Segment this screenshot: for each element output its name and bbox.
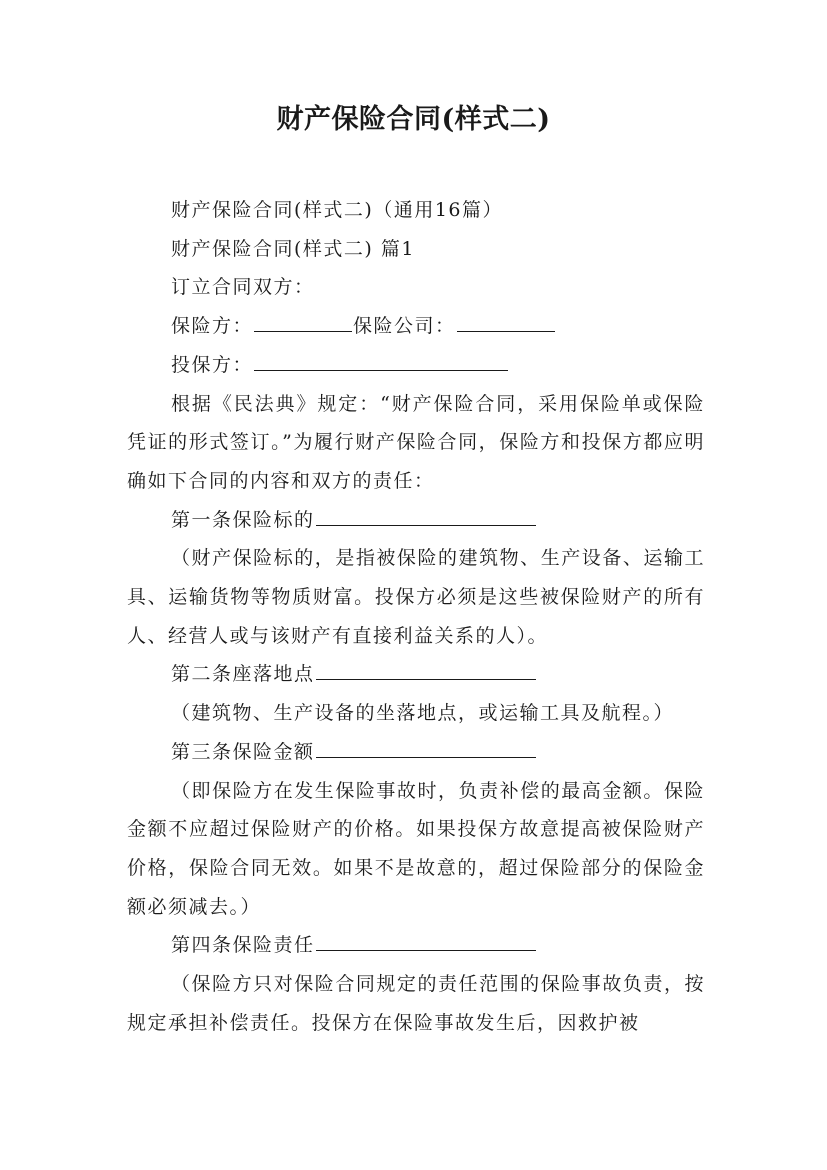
article-blank — [316, 507, 536, 526]
parties-intro: 订立合同双方： — [171, 276, 315, 299]
document-body — [127, 191, 705, 1042]
article-note: （建筑物、生产设备的坐落地点，或运输工具及航程。） — [171, 702, 675, 725]
document-subtitle: 财产保险合同(样式二)（通用16篇） — [171, 199, 504, 221]
insurer-company-label: 保险公司： — [353, 315, 456, 338]
article-heading: 第四条保险责任 — [127, 926, 705, 965]
article-blank — [316, 661, 536, 680]
insurer-blank — [254, 313, 352, 332]
article-note: （保险方只对保险合同规定的责任范围的保险事故负责，按规定承担补偿责任。投保方在保险事故发生后，因救护被 — [127, 973, 705, 1034]
insurer-label: 保险方： — [171, 315, 254, 338]
article-heading: 第二条座落地点 — [127, 655, 705, 694]
policyholder-blank — [254, 352, 508, 371]
document-title: 财产保险合同(样式二) — [276, 104, 551, 135]
insurer-company-blank — [457, 313, 555, 332]
article-heading: 第一条保险标的 — [127, 501, 705, 540]
article-note: （财产保险标的，是指被保险的建筑物、生产设备、运输工具、运输货物等物质财富。投保方必须是这些被保险财产的所有人、经营人或与该财产有直接利益关系的人）。 — [127, 547, 705, 647]
article-note: （即保险方在发生保险事故时，负责补偿的最高金额。保险金额不应超过保险财产的价格。如果投保方故意提高被保险财产价格，保险合同无效。如果不是故意的，超过保险部分的保险金额必须减去。） — [127, 779, 705, 918]
section-title: 财产保险合同(样式二) 篇1 — [171, 237, 415, 260]
policyholder-label: 投保方： — [171, 353, 254, 376]
article-heading: 第三条保险金额 — [127, 733, 705, 772]
article-blank — [316, 739, 536, 758]
insurer-line — [127, 307, 705, 346]
policyholder-line — [127, 346, 705, 385]
intro-paragraph: 根据《民法典》规定：“财产保险合同，采用保险单或保险凭证的形式签订。”为履行财产保险合同，保险方和投保方都应明确如下合同的内容和双方的责任： — [127, 392, 705, 492]
article-blank — [316, 932, 536, 951]
